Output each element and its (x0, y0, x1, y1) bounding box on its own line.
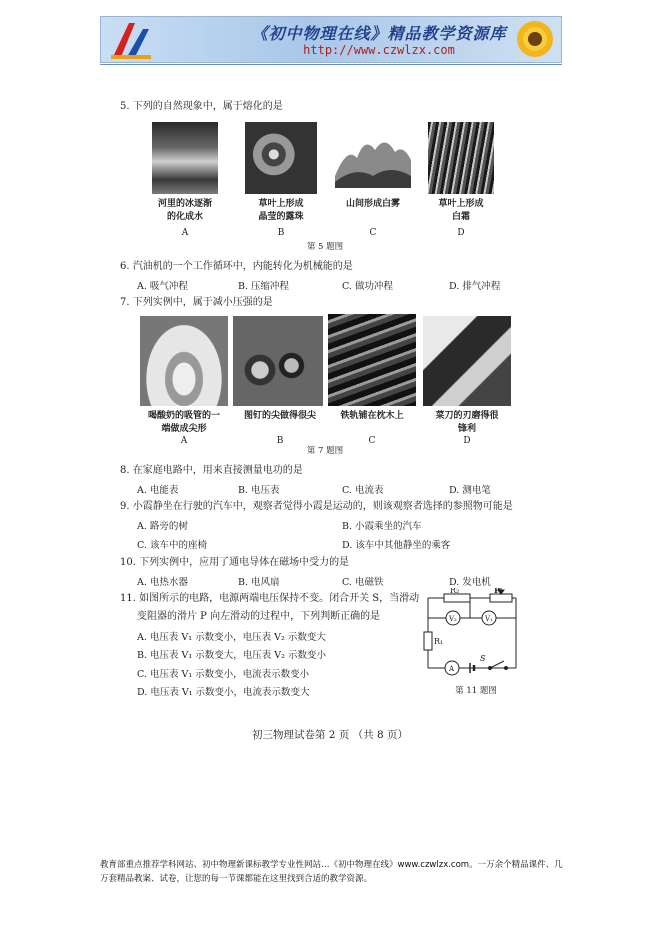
circuit-label-p: P (494, 588, 501, 595)
q11-circuit-diagram (418, 588, 528, 680)
q11-stem-line-1: 11. 如图所示的电路，电源两端电压保持不变。闭合开关 S，当滑动 (120, 593, 420, 604)
q7-figure-label: 第 7 题图 (306, 446, 344, 456)
banner-rule (100, 64, 562, 65)
q6-option-a: A. 吸气冲程 (137, 281, 188, 292)
q7-caption-d: 菜刀的刃磨得很 锋利 (435, 411, 499, 434)
resistor-r1-icon (424, 632, 432, 650)
q5-photo-d (428, 122, 494, 194)
q5-photo-b (245, 122, 317, 194)
circuit-label-a: A (449, 665, 455, 673)
q5-photo-a (152, 122, 218, 194)
q5-letter-d: D (457, 228, 465, 238)
q11-option-a: A. 电压表 V₁ 示数变小，电压表 V₂ 示数变大 (137, 632, 326, 643)
q8-option-c: C. 电流表 (342, 485, 384, 496)
circuit-label-r2: R₂ (450, 588, 460, 595)
banner-url[interactable]: http://www.czwlzx.com (303, 43, 455, 57)
q5-figure-label: 第 5 题图 (306, 242, 344, 252)
q11-figure-label: 第 11 题图 (455, 686, 497, 696)
q10-stem: 10. 下列实例中，应用了通电导体在磁场中受力的是 (120, 557, 350, 568)
page-footer: 初三物理试卷第 2 页 （共 8 页） (251, 729, 409, 741)
q8-option-a: A. 电能表 (137, 485, 179, 496)
q5-caption-c: 山间形成白雾 (345, 199, 400, 209)
q11-option-c: C. 电压表 V₁ 示数变小，电流表示数变小 (137, 669, 310, 680)
q8-option-b: B. 电压表 (238, 485, 280, 496)
q7-letter-d: D (463, 436, 471, 446)
q5-photo-c (335, 126, 411, 188)
q7-caption-a: 喝酸奶的吸管的一 端做成尖形 (147, 411, 220, 434)
q7-photo-b (233, 316, 323, 406)
circuit-label-v2: V₂ (449, 615, 457, 623)
q11-option-b: B. 电压表 V₁ 示数变大，电压表 V₂ 示数变小 (137, 650, 326, 661)
switch-icon (490, 661, 504, 668)
q7-photo-a (140, 316, 228, 406)
circuit-label-r1: R₁ (434, 637, 444, 646)
q9-option-c: C. 该车中的座椅 (137, 540, 207, 551)
q7-stem: 7. 下列实例中，属于减小压强的是 (120, 297, 273, 308)
q10-option-c: C. 电磁铁 (342, 577, 384, 588)
q5-letter-b: B (277, 228, 285, 238)
q7-caption-c: 铁轨铺在枕木上 (340, 411, 404, 421)
q11-option-d: D. 电压表 V₁ 示数变小，电流表示数变大 (137, 687, 310, 698)
q8-option-d: D. 测电笔 (449, 485, 491, 496)
q9-option-b: B. 小霞乘坐的汽车 (342, 521, 422, 532)
q7-photo-c (328, 314, 416, 406)
site-logo-icon (107, 19, 155, 61)
q7-letter-b: B (276, 436, 284, 446)
q7-letter-c: C (368, 436, 376, 446)
site-banner (100, 16, 562, 63)
q6-option-b: B. 压缩冲程 (238, 281, 290, 292)
circuit-label-s: S (480, 654, 486, 663)
q5-letter-a: A (181, 228, 189, 238)
q5-caption-a: 河里的冰逐渐 的化成水 (157, 199, 212, 222)
q7-letter-a: A (180, 436, 188, 446)
q9-stem: 9. 小霞静坐在行驶的汽车中，观察者觉得小霞是运动的，则该观察者选择的参照物可能是 (120, 501, 513, 512)
q10-option-a: A. 电热水器 (137, 577, 188, 588)
banner-title: 《初中物理在线》精品教学资源库 (251, 24, 507, 43)
q7-caption-b: 图钉的尖做得很尖 (243, 411, 316, 421)
rheostat-icon (490, 594, 512, 602)
sunflower-icon (503, 17, 562, 63)
site-footer: 教育部重点推荐学科网站、初中物理新课标教学专业性网站…《初中物理在线》www.czwlzx.com。一万余个精品课件、几万套精品教案、试卷，让您的每一节课都能在这里找到合适的教学资源。 (100, 860, 563, 884)
q5-stem: 5. 下列的自然现象中，属于熔化的是 (120, 101, 283, 112)
circuit-label-v1: V₁ (485, 615, 493, 623)
q5-caption-d: 草叶上形成 白霜 (438, 199, 484, 222)
q9-option-d: D. 该车中其他静坐的乘客 (342, 540, 451, 551)
q8-stem: 8. 在家庭电路中，用来直接测量电功的是 (120, 465, 303, 476)
q5-caption-b: 草叶上形成 晶莹的露珠 (258, 199, 304, 222)
q9-option-a: A. 路旁的树 (137, 521, 188, 532)
resistor-r2-icon (444, 594, 470, 602)
q10-option-d: D. 发电机 (449, 577, 491, 588)
q11-stem-line-2: 变阻器的滑片 P 向左滑动的过程中，下列判断正确的是 (137, 611, 381, 622)
q5-letter-c: C (369, 228, 377, 238)
q6-stem: 6. 汽油机的一个工作循环中，内能转化为机械能的是 (120, 261, 353, 272)
q7-photo-d (423, 316, 511, 406)
q10-option-b: B. 电风扇 (238, 577, 280, 588)
q6-option-c: C. 做功冲程 (342, 281, 393, 292)
q6-option-d: D. 排气冲程 (449, 281, 501, 292)
